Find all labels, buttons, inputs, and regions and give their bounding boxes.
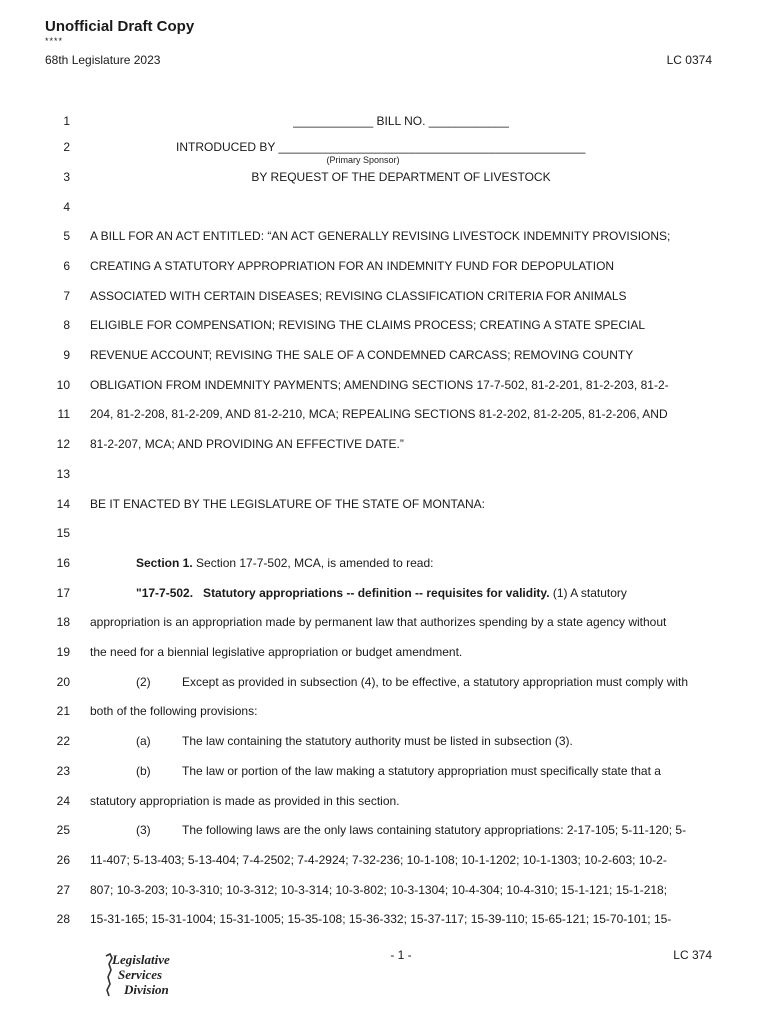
- title-line: REVENUE ACCOUNT; REVISING THE SALE OF A CONDEMNED CARCASS; REMOVING COUNTY: [90, 348, 634, 362]
- line-20: [0, 675, 770, 695]
- section-heading-rest: Section 17-7-502, MCA, is amended to read:: [192, 556, 434, 570]
- lc-number-bottom: LC 374: [673, 948, 712, 962]
- line-number: 19: [56, 645, 70, 659]
- subsection-tag: (2): [136, 675, 151, 689]
- line-number: 21: [56, 704, 70, 718]
- line-6: [0, 259, 770, 279]
- line-3: [0, 170, 770, 190]
- logo-word: Division: [124, 982, 169, 997]
- line-number: 13: [56, 467, 70, 481]
- statute-line: [136, 586, 627, 600]
- line-number: 23: [56, 764, 70, 778]
- logo-word: Legislative: [112, 952, 170, 967]
- line-19: [0, 645, 770, 665]
- line-number: 26: [56, 853, 70, 867]
- draft-title: Unofficial Draft Copy: [45, 18, 195, 35]
- line-number: 1: [63, 114, 70, 128]
- title-line: ASSOCIATED WITH CERTAIN DISEASES; REVISING CLASSIFICATION CRITERIA FOR ANIMALS: [90, 289, 627, 303]
- legislature-label: 68th Legislature 2023: [45, 53, 161, 67]
- bill-number-line: ____________ BILL NO. ____________: [293, 114, 509, 128]
- introduced-by-line: INTRODUCED BY ______________________________________________: [176, 140, 586, 154]
- line-17: [0, 586, 770, 606]
- line-number: 9: [63, 348, 70, 362]
- line-number: 14: [56, 497, 70, 511]
- line-number: 12: [56, 437, 70, 451]
- line-number: 8: [63, 318, 70, 332]
- line-10: [0, 378, 770, 398]
- line-number: 4: [63, 200, 70, 214]
- title-line: 204, 81-2-208, 81-2-209, AND 81-2-210, MCA; REPEALING SECTIONS 81-2-202, 81-2-205, 81-2-206, AND: [90, 407, 668, 421]
- draft-stars: ****: [45, 36, 64, 46]
- line-number: 28: [56, 912, 70, 926]
- line-15: [0, 526, 770, 546]
- line-number: 17: [56, 586, 70, 600]
- line-number: 27: [56, 883, 70, 897]
- lc-number-top: LC 0374: [666, 53, 712, 67]
- body-line: appropriation is an appropriation made by permanent law that authorizes spending by a state agency without: [90, 615, 667, 629]
- statute-text: (1) A statutory: [549, 586, 627, 600]
- body-line: the need for a biennial legislative appropriation or budget amendment.: [90, 645, 463, 659]
- line-13: [0, 467, 770, 487]
- line-16: [0, 556, 770, 576]
- line-number: 5: [63, 229, 70, 243]
- line-number: 2: [63, 140, 70, 154]
- line-25: [0, 823, 770, 843]
- line-number: 15: [56, 526, 70, 540]
- line-28: [0, 912, 770, 932]
- line-number: 16: [56, 556, 70, 570]
- title-line: A BILL FOR AN ACT ENTITLED: “AN ACT GENERALLY REVISING LIVESTOCK INDEMNITY PROVISIONS;: [90, 229, 671, 243]
- line-number: 7: [63, 289, 70, 303]
- line-number: 11: [57, 407, 70, 421]
- line-number: 22: [56, 734, 70, 748]
- body-line: Except as provided in subsection (4), to be effective, a statutory appropriation must comply with: [182, 675, 689, 689]
- primary-sponsor-note: (Primary Sponsor): [326, 155, 400, 165]
- line-9: [0, 348, 770, 368]
- logo-word: Services: [118, 967, 163, 982]
- line-22: [0, 734, 770, 754]
- section-heading: Section 1.: [136, 556, 193, 570]
- page-number: - 1 -: [390, 948, 412, 962]
- body-line: 807; 10-3-203; 10-3-310; 10-3-312; 10-3-314; 10-3-802; 10-3-1304; 10-4-304; 10-4-310; 15-1-121; 15-1-218;: [90, 883, 668, 897]
- line-27: [0, 883, 770, 903]
- request-line: BY REQUEST OF THE DEPARTMENT OF LIVESTOCK: [251, 170, 551, 184]
- line-number: 18: [56, 615, 70, 629]
- subsection-tag: (a): [136, 734, 151, 748]
- line-7: [0, 289, 770, 309]
- line-23: [0, 764, 770, 784]
- line-26: [0, 853, 770, 873]
- line-11: [0, 407, 770, 427]
- line-24: [0, 794, 770, 814]
- line-number: 3: [63, 170, 70, 184]
- statute-title: "17-7-502. Statutory appropriations -- definition -- requisites for validity.: [136, 586, 550, 600]
- body-line: 11-407; 5-13-403; 5-13-404; 7-4-2502; 7-4-2924; 7-32-236; 10-1-108; 10-1-1202; 10-1-1303; 10-2-603; 10-2-: [90, 853, 667, 867]
- line-number: 10: [56, 378, 70, 392]
- subsection-tag: (3): [136, 823, 151, 837]
- body-line: The law containing the statutory authority must be listed in subsection (3).: [182, 734, 573, 748]
- section-heading-line: [136, 556, 433, 570]
- line-1: [0, 114, 770, 134]
- line-14: [0, 497, 770, 517]
- body-line: both of the following provisions:: [90, 704, 258, 718]
- line-5: [0, 229, 770, 249]
- line-number: 6: [63, 259, 70, 273]
- title-line: OBLIGATION FROM INDEMNITY PAYMENTS; AMENDING SECTIONS 17-7-502, 81-2-201, 81-2-203, 81-2-: [90, 378, 669, 392]
- line-number: 24: [56, 794, 70, 808]
- line-18: [0, 615, 770, 635]
- title-line: CREATING A STATUTORY APPROPRIATION FOR AN INDEMNITY FUND FOR DEPOPULATION: [90, 259, 615, 273]
- title-line: 81-2-207, MCA; AND PROVIDING AN EFFECTIVE DATE.”: [90, 437, 404, 451]
- body-line: The following laws are the only laws containing statutory appropriations: 2-17-105; 5-11-120; 5-: [182, 823, 687, 837]
- enacting-clause: BE IT ENACTED BY THE LEGISLATURE OF THE STATE OF MONTANA:: [90, 497, 485, 511]
- body-line: 15-31-165; 15-31-1004; 15-31-1005; 15-35-108; 15-36-332; 15-37-117; 15-39-110; 15-65-121; 15-70-101; 15-: [90, 912, 672, 926]
- line-number: 25: [56, 823, 70, 837]
- line-12: [0, 437, 770, 457]
- line-8: [0, 318, 770, 338]
- title-line: ELIGIBLE FOR COMPENSATION; REVISING THE CLAIMS PROCESS; CREATING A STATE SPECIAL: [90, 318, 646, 332]
- legislative-services-division-logo: [100, 950, 190, 1000]
- line-21: [0, 704, 770, 724]
- body-line: The law or portion of the law making a statutory appropriation must specifically state that a: [182, 764, 661, 778]
- line-4: [0, 200, 770, 220]
- line-number: 20: [56, 675, 70, 689]
- subsection-tag: (b): [136, 764, 151, 778]
- body-line: statutory appropriation is made as provided in this section.: [90, 794, 400, 808]
